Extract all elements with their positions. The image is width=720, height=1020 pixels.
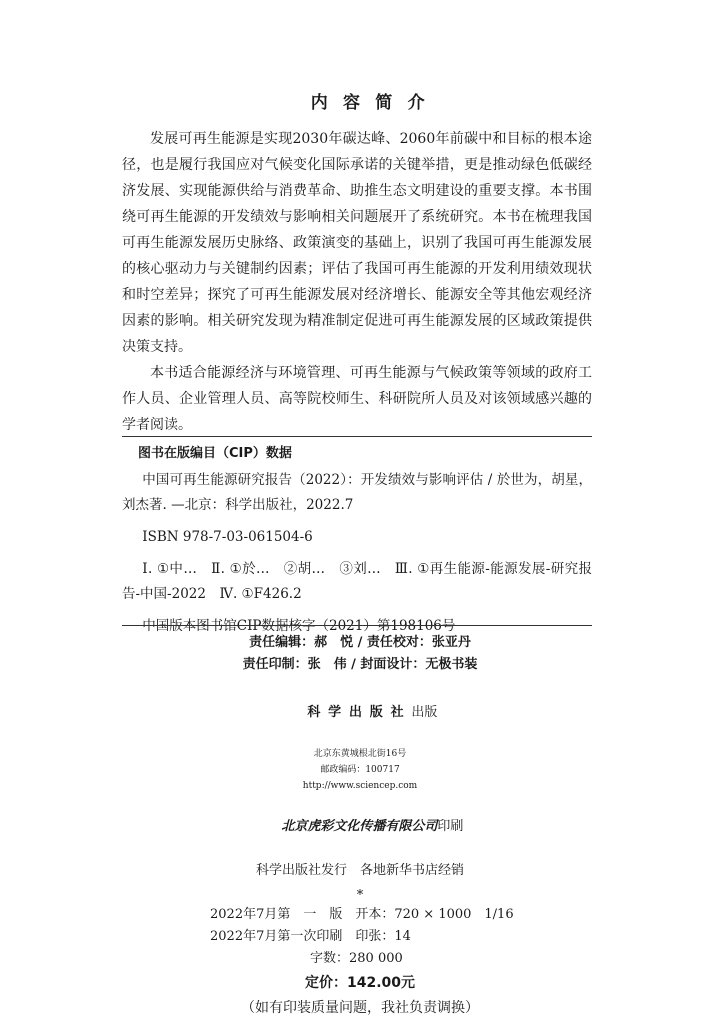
publisher-suffix: 出版 [411, 705, 438, 720]
intro-paragraph-1: 发展可再生能源是实现2030年碳达峰、2060年前碳中和目标的根本途径，也是履行我国应对气候变化国际承诺的关键举措，更是推动绿色低碳经济发展、实现能源供给与消费革命、助推生态文明建设的重要支撑。本书围绕可再生能源的开发绩效与影响相关问题展开了系统研究。本书在梳理我国可再生能源发展历史脉络、政策演变的基础上，识别了我国可再生能源发展的核心驱动力与关键制约因素；评估了我国可再生能源的开发利用绩效现状和时空差异；探究了可再生能源发展对经济增长、能源安全等其他宏观经济因素的影响。相关研究发现为精准制定促进可再生能源发展的区域政策提供决策支持。 [122, 131, 592, 355]
cip-top-rule [122, 436, 592, 437]
distribution-line: 科学出版社发行 各地新华书店经销 [255, 863, 464, 878]
price-line: 定价：142.00元 [304, 975, 416, 991]
intro-paragraph-2: 本书适合能源经济与环境管理、可再生能源与气候政策等领域的政府工作人员、企业管理人员、高等院校师生、科研院所人员及对该领域感兴趣的学者阅读。 [122, 365, 592, 433]
printing-line: 责任印制：张 伟 / 封面设计：无极书装 [242, 657, 478, 672]
cip-bottom-rule [122, 625, 592, 626]
notice-line: （如有印装质量问题，我社负责调换） [241, 1000, 479, 1016]
edition-block [210, 904, 514, 970]
printer-suffix: 印刷 [437, 819, 464, 834]
cip-number: 中国版本图书馆CIP数据核字（2021）第198106号 [142, 618, 456, 634]
printer-line [0, 794, 720, 860]
cip-heading: 图书在版编目（CIP）数据 [138, 446, 292, 461]
intro-body [122, 126, 592, 438]
cip-block [122, 468, 592, 646]
printer-name: 北京虎彩文化传播有限公司 [281, 819, 438, 834]
cip-classification: Ⅰ. ①中… Ⅱ. ①於… ②胡… ③刘… Ⅲ. ①再生能源-能源发展-研究报告-中国-2022 Ⅳ. ①F426.2 [122, 561, 592, 602]
editors-line: 责任编辑：郝 悦 / 责任校对：张亚丹 [249, 635, 471, 650]
word-count-line: 字数：280 000 [310, 951, 403, 966]
print-line: 2022年7月第一次印刷 印张：14 [210, 929, 411, 944]
publication-credits [0, 632, 720, 1020]
publisher-name: 科学出版社 [307, 705, 412, 720]
cip-isbn: ISBN 978-7-03-061504-6 [142, 529, 313, 545]
cip-entry: 中国可再生能源研究报告（2022）：开发绩效与影响评估 / 於世为，胡星，刘杰著. —北京：科学出版社，2022.7 [122, 472, 592, 513]
publisher-line [0, 680, 720, 746]
separator-star: * [356, 888, 364, 903]
website-line: http://www.sciencep.com [302, 781, 418, 791]
intro-title: 内容简介 [310, 93, 440, 113]
address-line: 北京东黄城根北街16号 [313, 749, 407, 759]
edition-line: 2022年7月第 一 版 开本：720 × 1000 1/16 [210, 907, 514, 922]
postcode-line: 邮政编码：100717 [320, 765, 400, 775]
